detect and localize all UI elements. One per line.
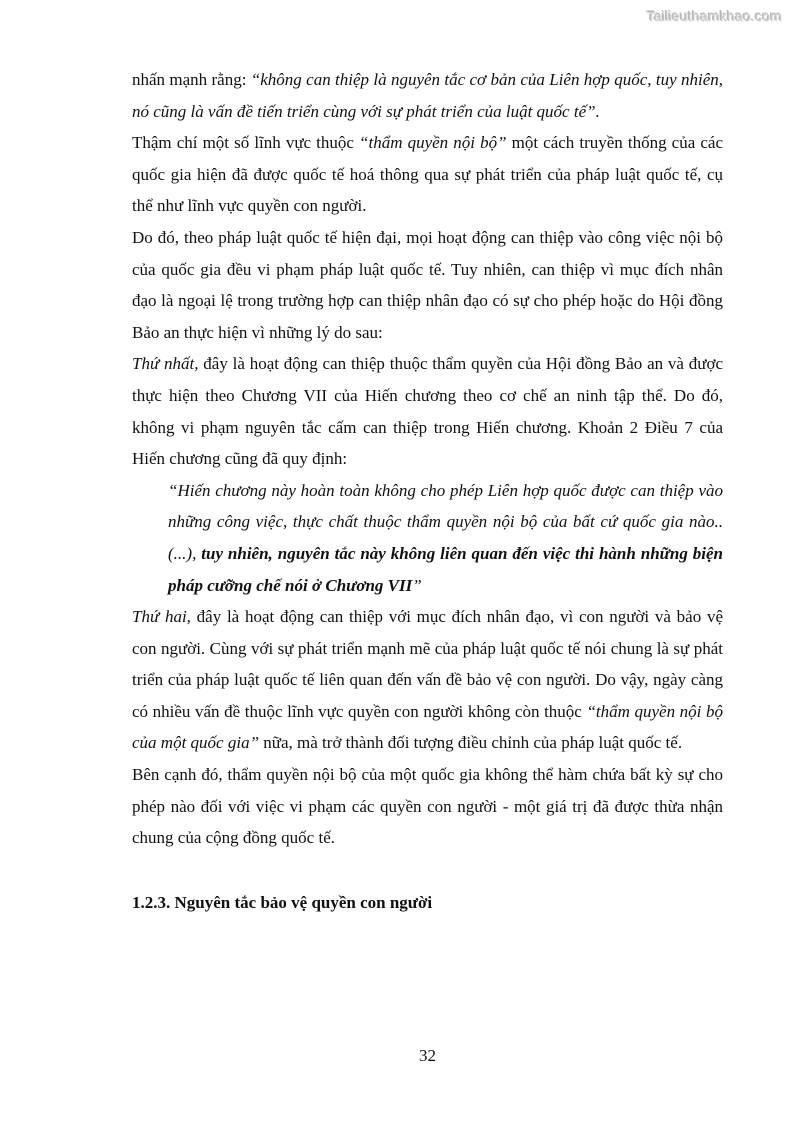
document-body bbox=[132, 64, 723, 918]
paragraph bbox=[132, 64, 723, 127]
text-run: ” bbox=[412, 575, 422, 595]
paragraph bbox=[132, 601, 723, 759]
section-heading: 1.2.3. Nguyên tắc bảo vệ quyền con người bbox=[132, 892, 433, 912]
text-run: Bên cạnh đó, thẩm quyền nội bộ của một quốc gia không thể hàm chứa bất kỳ sự cho phép nào đối với việc vi phạm các quyền con người - một giá trị đã được thừa nhận chung của cộng đồng quốc tế. bbox=[132, 765, 723, 848]
page-number: 32 bbox=[419, 1046, 436, 1065]
text-run: “thẩm quyền nội bộ” bbox=[359, 133, 507, 153]
text-run: nhấn mạnh rằng: bbox=[132, 70, 251, 89]
text-run: đây là hoạt động can thiệp thuộc thẩm quyền của Hội đồng Bảo an và được thực hiện theo Chương VII của Hiến chương theo cơ chế an ninh tập thể. Do đó, không vi phạm nguyên tắc cấm can thiệp trong Hiến chương. Khoản 2 Điều 7 của Hiến chương cũng đã quy định: bbox=[132, 354, 723, 469]
text-run: đây là hoạt động can thiệp với mục đích nhân đạo, vì con người và bảo vệ con người. Cùng với sự phát triển mạnh mẽ của pháp luật quốc tế nói chung là sự phát triển của pháp luật quốc tế liên quan đến vấn đề bảo vệ con người. Do vậy, ngày càng có nhiều vấn đề thuộc lĩnh vực quyền con người không còn thuộc bbox=[132, 607, 723, 721]
paragraph bbox=[132, 127, 723, 222]
text-run: nữa, mà trở thành đối tượng điều chỉnh của pháp luật quốc tế. bbox=[259, 733, 683, 753]
text-run: tuy nhiên, nguyên tắc này không liên quan đến việc thi hành những biện pháp cưỡng chế nói ở Chương VII bbox=[168, 543, 723, 595]
text-run: “Hiến chương này hoàn toàn không cho phép Liên hợp quốc được can thiệp vào những công việc, thực chất thuộc thẩm quyền nội bộ của bất cứ quốc gia nào..(...), bbox=[168, 480, 723, 563]
watermark: Tailieuthamkhao.com bbox=[646, 8, 782, 24]
text-run: “thẩm quyền nội bộ của một quốc gia” bbox=[132, 701, 723, 753]
text-run: “không can thiệp là nguyên tắc cơ bản của Liên hợp quốc, tuy nhiên, nó cũng là vấn đề tiến triển cùng với sự phát triển của luật quốc tế”. bbox=[132, 70, 723, 121]
text-run: Thứ hai, bbox=[132, 607, 191, 627]
paragraph bbox=[132, 348, 723, 474]
paragraph bbox=[132, 222, 723, 348]
text-run: Thứ nhất, bbox=[132, 354, 199, 374]
quote-paragraph bbox=[168, 475, 723, 601]
paragraph bbox=[132, 759, 723, 854]
text-run: một cách truyền thống của các quốc gia hiện đã được quốc tế hoá thông qua sự phát triển của pháp luật quốc tế, cụ thể như lĩnh vực quyền con người. bbox=[132, 133, 723, 216]
text-run: Do đó, theo pháp luật quốc tế hiện đại, mọi hoạt động can thiệp vào công việc nội bộ của quốc gia đều vi phạm pháp luật quốc tế. Tuy nhiên, can thiệp vì mục đích nhân đạo là ngoại lệ trong trường hợp can thiệp nhân đạo có sự cho phép hoặc do Hội đồng Bảo an thực hiện vì những lý do sau: bbox=[132, 227, 723, 342]
text-run: Thậm chí một số lĩnh vực thuộc bbox=[132, 133, 360, 153]
